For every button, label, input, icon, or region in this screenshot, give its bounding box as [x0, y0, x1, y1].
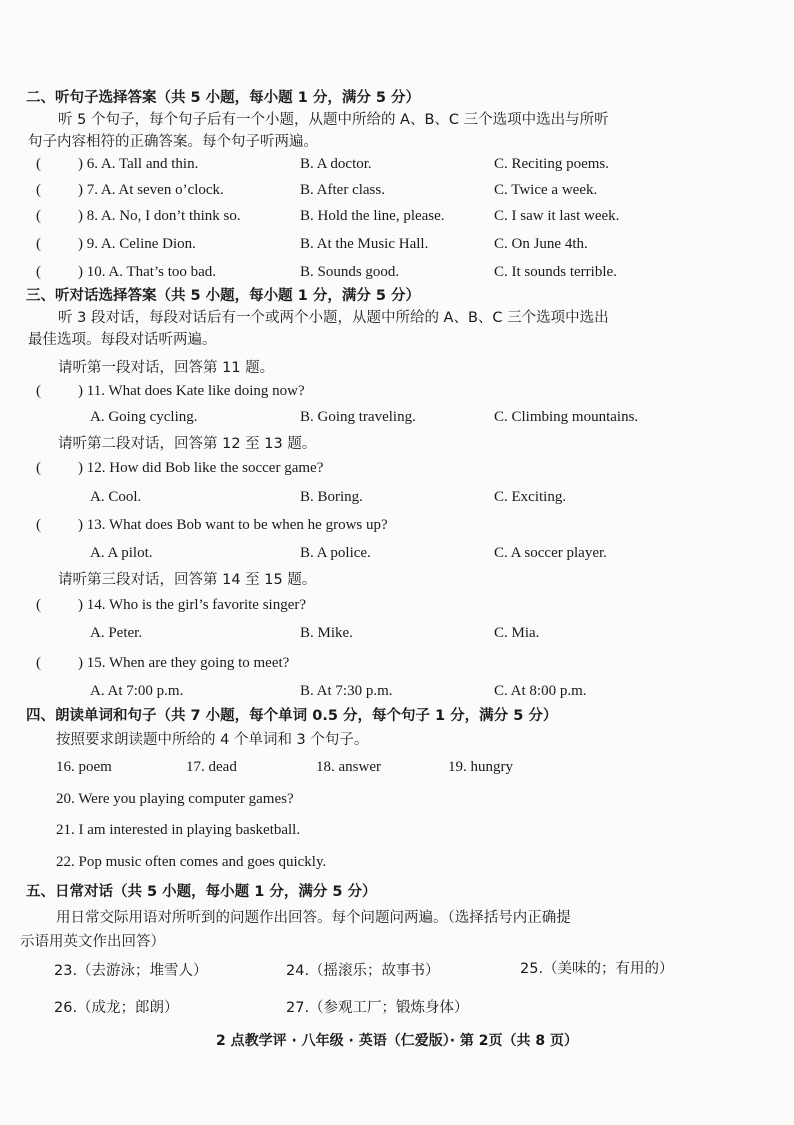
section5-instruction-line1: 用日常交际用语对所听到的问题作出回答。每个问题问两遍。（选择括号内正确提: [56, 910, 571, 926]
option-b: B. A doctor.: [300, 156, 372, 172]
dialog-item: 27.（参观工厂；锻炼身体）: [286, 1000, 469, 1016]
option-c: C. Twice a week.: [494, 182, 598, 198]
option-b: B. At the Music Hall.: [300, 236, 429, 252]
question-option-a: ) 8. A. No, I don’t think so.: [78, 208, 241, 224]
word-item: 16. poem: [56, 759, 112, 775]
section3-instruction-line2: 最佳选项。每段对话听两遍。: [28, 332, 217, 348]
dialog-item: 24.（摇滚乐；故事书）: [286, 963, 440, 979]
option-c: C. It sounds terrible.: [494, 264, 617, 280]
answer-paren: (: [36, 236, 41, 252]
option-a: A. Going cycling.: [90, 409, 198, 425]
section4-instruction: 按照要求朗读题中所给的 4 个单词和 3 个句子。: [56, 732, 369, 748]
question-option-a: ) 9. A. Celine Dion.: [78, 236, 196, 252]
question-text: ) 11. What does Kate like doing now?: [78, 383, 305, 399]
answer-paren: (: [36, 264, 41, 280]
question-option-a: ) 10. A. That’s too bad.: [78, 264, 217, 280]
option-a: A. Peter.: [90, 625, 143, 641]
option-a: A. At 7:00 p.m.: [90, 683, 184, 699]
option-c: C. Reciting poems.: [494, 156, 609, 172]
dialog-item: 26.（成龙；郎朗）: [54, 1000, 179, 1016]
answer-paren: (: [36, 182, 41, 198]
option-c: C. I saw it last week.: [494, 208, 620, 224]
option-b: B. Going traveling.: [300, 409, 416, 425]
section2-instruction-line1: 听 5 个句子，每个句子后有一个小题，从题中所给的 A、B、C 三个选项中选出与所听: [58, 112, 609, 128]
option-a: A. Cool.: [90, 489, 142, 505]
option-b: B. Sounds good.: [300, 264, 400, 280]
section3-instruction-line1: 听 3 段对话，每段对话后有一个或两个小题，从题中所给的 A、B、C 三个选项中选出: [58, 310, 609, 326]
dialog-item: 25.（美味的；有用的）: [520, 961, 674, 977]
dialog1-instruction: 请听第一段对话，回答第 11 题。: [58, 360, 275, 376]
sentence-item: 21. I am interested in playing basketball.: [56, 822, 301, 838]
section5-instruction-line2: 示语用英文作出回答）: [20, 934, 165, 950]
section3-heading: 三、听对话选择答案（共 5 小题，每小题 1 分，满分 5 分）: [26, 288, 421, 304]
option-b: B. Boring.: [300, 489, 363, 505]
option-c: C. A soccer player.: [494, 545, 607, 561]
question-text: ) 13. What does Bob want to be when he grows up?: [78, 517, 388, 533]
page-footer: 2 点教学评 · 八年级 · 英语（仁爱版）· 第 2页（共 8 页）: [215, 1033, 579, 1049]
option-c: C. Mia.: [494, 625, 540, 641]
question-text: ) 14. Who is the girl’s favorite singer?: [78, 597, 307, 613]
answer-paren: (: [36, 208, 41, 224]
question-option-a: ) 6. A. Tall and thin.: [78, 156, 199, 172]
word-item: 19. hungry: [448, 759, 513, 775]
answer-paren: (: [36, 597, 41, 613]
sentence-item: 20. Were you playing computer games?: [56, 791, 294, 807]
section5-heading: 五、日常对话（共 5 小题，每小题 1 分，满分 5 分）: [26, 884, 377, 900]
question-text: ) 12. How did Bob like the soccer game?: [78, 460, 324, 476]
section2-instruction-line2: 句子内容相符的正确答案。每个句子听两遍。: [28, 134, 318, 150]
option-a: A. A pilot.: [90, 545, 153, 561]
answer-paren: (: [36, 156, 41, 172]
option-b: B. At 7:30 p.m.: [300, 683, 393, 699]
option-c: C. At 8:00 p.m.: [494, 683, 587, 699]
question-option-a: ) 7. A. At seven o’clock.: [78, 182, 224, 198]
section4-heading: 四、朗读单词和句子（共 7 小题，每个单词 0.5 分，每个句子 1 分，满分 5 分）: [26, 708, 558, 724]
option-b: B. Mike.: [300, 625, 353, 641]
section2-heading: 二、听句子选择答案（共 5 小题，每小题 1 分，满分 5 分）: [26, 90, 421, 106]
answer-paren: (: [36, 517, 41, 533]
option-b: B. Hold the line, please.: [300, 208, 445, 224]
dialog-item: 23.（去游泳；堆雪人）: [54, 963, 208, 979]
dialog3-instruction: 请听第三段对话，回答第 14 至 15 题。: [58, 572, 317, 588]
sentence-item: 22. Pop music often comes and goes quickly.: [56, 854, 327, 870]
word-item: 17. dead: [186, 759, 237, 775]
answer-paren: (: [36, 460, 41, 476]
answer-paren: (: [36, 655, 41, 671]
dialog2-instruction: 请听第二段对话，回答第 12 至 13 题。: [58, 436, 317, 452]
answer-paren: (: [36, 383, 41, 399]
option-c: C. Exciting.: [494, 489, 567, 505]
option-b: B. After class.: [300, 182, 385, 198]
word-item: 18. answer: [316, 759, 381, 775]
option-b: B. A police.: [300, 545, 371, 561]
option-c: C. Climbing mountains.: [494, 409, 639, 425]
option-c: C. On June 4th.: [494, 236, 588, 252]
question-text: ) 15. When are they going to meet?: [78, 655, 290, 671]
